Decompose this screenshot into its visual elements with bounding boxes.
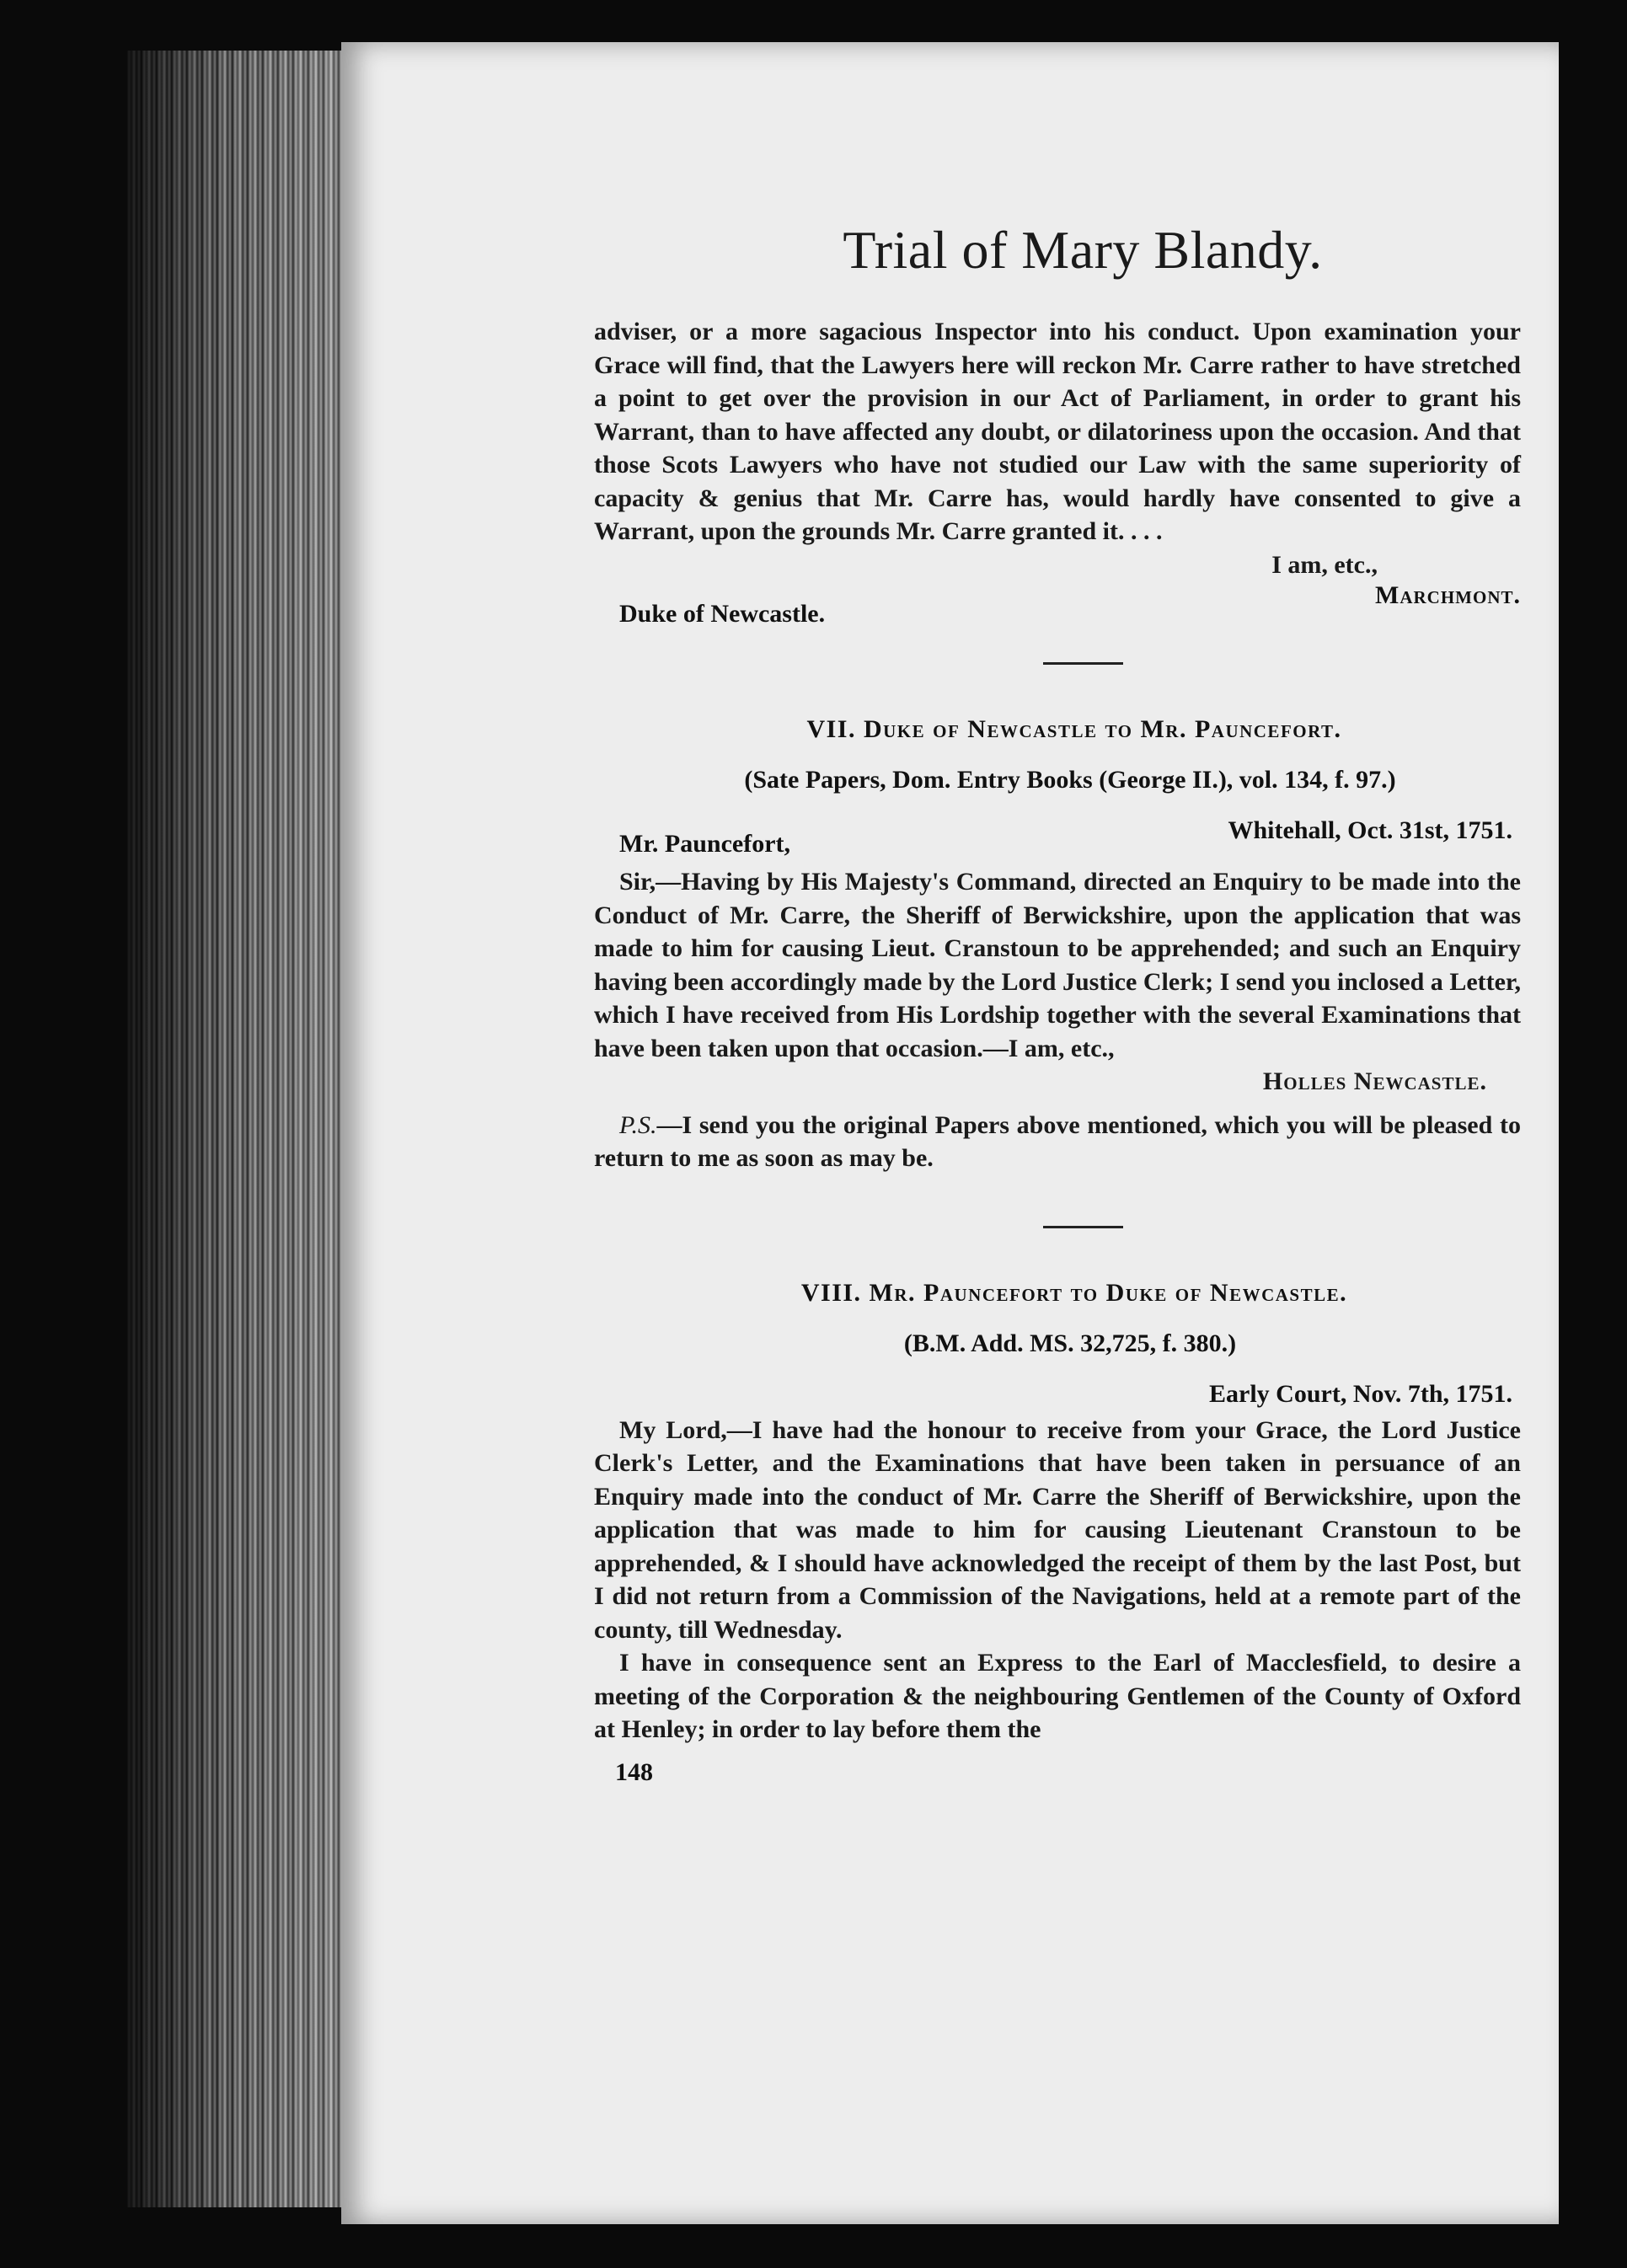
letter-vi-body: adviser, or a more sagacious Inspector into his conduct. Upon examination your Grace will find, that the Lawyers here will reckon Mr. Carre rather to have stretched a point to get over the provision in our Act of Parliament, in order to grant his Warrant, than to have affected any doubt, or dilatoriness upon the occasion. And that those Scots Lawyers who have not studied our Law with the same superiority of capacity & genius that Mr. Carre has, would hardly have consented to give a Warrant, upon the grounds Mr. Carre granted it. . . . <box>594 318 1521 545</box>
letter-vii-signature: Holles Newcastle. <box>1262 1067 1487 1095</box>
letter-vii-place-date: Whitehall, Oct. 31st, 1751. <box>1228 816 1512 844</box>
letter-vii-recipient: Mr. Pauncefort, <box>619 830 790 858</box>
page-content <box>594 219 1521 1787</box>
letter-vii-postscript <box>594 1109 1521 1175</box>
letter-vii-heading: VII. Duke of Newcastle to Mr. Pauncefort. <box>806 715 1342 743</box>
letter-vi-closing: I am, etc., <box>1271 550 1378 579</box>
letter-viii-place-date: Early Court, Nov. 7th, 1751. <box>1209 1379 1512 1408</box>
ps-text: —I send you the original Papers above mentioned, which you will be pleased to return to me as soon as may be. <box>594 1110 1521 1172</box>
page-number: 148 <box>615 1757 653 1786</box>
book-page <box>341 42 1559 2224</box>
section-divider-2 <box>1043 1226 1123 1228</box>
letter-vi-signature-row <box>594 581 1521 629</box>
letter-viii-paragraph-1: My Lord,—I have had the honour to receive from your Grace, the Lord Justice Clerk's Letter, and the Examinations that have been taken in persuance of an Enquiry made into the conduct of Mr. Carre the Sheriff of Berwickshire, upon the application that was made to him for causing Lieutenant Cranstoun to be apprehended, & I should have acknowledged the receipt of them by the last Post, but I did not return from a Commission of the Navigations, held at a remote part of the county, till Wednesday. <box>594 1415 1521 1644</box>
letter-vi-addressee: Duke of Newcastle. <box>619 600 826 628</box>
letter-vii-body: Sir,—Having by His Majesty's Command, directed an Enquiry to be made into the Conduct of Mr. Carre, the Sheriff of Berwickshire, upon the application that was made to him for causing Lieut. Cranstoun to be apprehended; and such an Enquiry having been accordingly made by the Lord Justice Clerk; I send you inclosed a Letter, which I have received from His Lordship together with the several Examinations that have been taken upon that occasion.—I am, etc., <box>594 868 1521 1062</box>
letter-vii-dateline <box>594 816 1521 858</box>
ps-label: P.S. <box>619 1110 657 1139</box>
letter-vii-source: (Sate Papers, Dom. Entry Books (George II.), vol. 134, f. 97.) <box>744 766 1396 794</box>
running-head: Trial of Mary Blandy. <box>843 220 1323 280</box>
letter-vi-signature: Marchmont. <box>1375 581 1521 609</box>
letter-viii-source: (B.M. Add. MS. 32,725, f. 380.) <box>903 1329 1237 1357</box>
letter-viii-paragraph-2: I have in consequence sent an Express to the Earl of Macclesfield, to desire a meeting of the Corporation & the neighbouring Gentlemen of the County of Oxford at Henley; in order to lay before them the <box>594 1649 1521 1743</box>
book-page-edges <box>126 51 350 2207</box>
letter-viii-heading: VIII. Mr. Pauncefort to Duke of Newcastle. <box>800 1278 1348 1307</box>
section-divider <box>1043 662 1123 665</box>
